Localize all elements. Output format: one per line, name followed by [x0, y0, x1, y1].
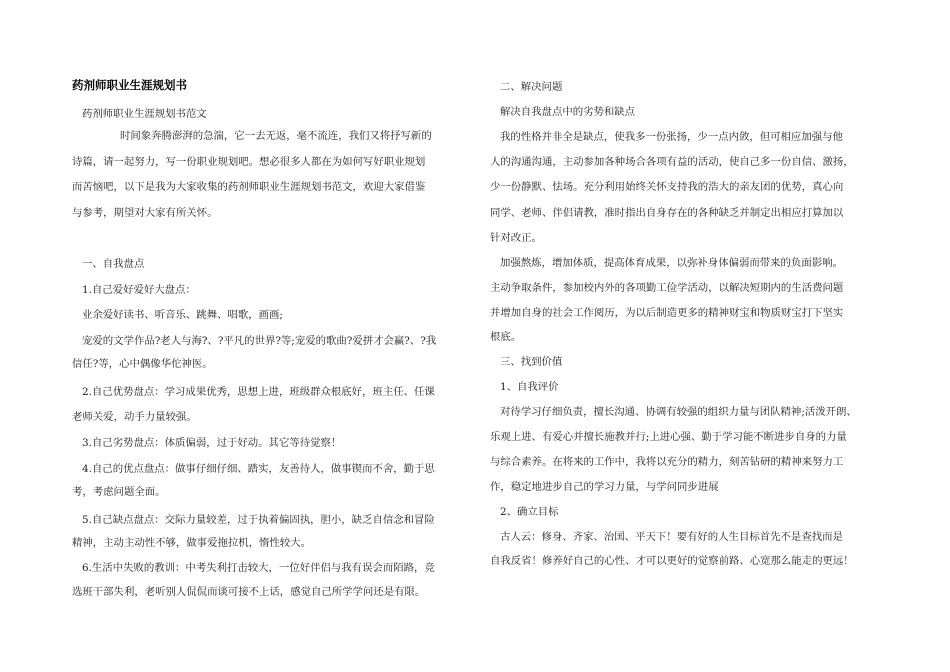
- paragraph: 并增加自身的社会工作阅历，为以后制造更多的精神财宝和物质财宝打下坚实: [490, 307, 844, 319]
- paragraph: 精神，主动主动性不够，做事爱拖拉机，惰性较大。: [72, 537, 311, 549]
- paragraph: 老师关爱，动手力量较强。: [72, 411, 197, 423]
- section-heading-1: 一、自我盘点: [82, 258, 145, 270]
- paragraph: 根底。: [490, 331, 522, 343]
- paragraph: 5.自己缺点盘点：交际力量较差，过于执着偏固执，胆小，缺乏自信念和冒险: [82, 514, 435, 526]
- paragraph: 针对改正。: [490, 232, 542, 244]
- paragraph: 与综合素养。在将来的工作中，我将以充分的精力，刻苦钻研的精神来努力工: [490, 456, 844, 468]
- paragraph: 信任?等，心中偶像华佗神医。: [72, 358, 213, 370]
- paragraph: 考，考虑问题全面。: [72, 486, 166, 498]
- paragraph: 业余爱好读书、听音乐、跳舞、唱歌，画画;: [82, 309, 283, 321]
- paragraph: 宠爱的文学作品?老人与海?、?平凡的世界?等;宠爱的歌曲?爱拼才会赢?、?我: [82, 335, 437, 347]
- document-subtitle: 药剂师职业生涯规划书范文: [82, 108, 207, 120]
- intro-line-1: 时间象奔腾澎湃的急湍，它一去无返，毫不流连，我们又将抒写新的: [120, 130, 432, 142]
- paragraph: 同学、老师、伴侣请教，准时指出自身存在的各种缺乏并制定出相应打算加以: [490, 207, 844, 219]
- paragraph: 古人云：修身、齐家、治国、平天下！要有好的人生目标首先不是查找而是: [500, 531, 843, 543]
- intro-line-3: 而苦恼吧，以下是我为大家收集的药剂师职业生涯规划书范文，欢迎大家借鉴: [72, 181, 426, 193]
- section-heading-2: 二、解决问题: [500, 81, 563, 93]
- intro-line-4: 与参考，期望对大家有所关怀。: [72, 207, 218, 219]
- paragraph: 对待学习仔细负责，擅长沟通、协调有较强的组织力量与团队精神;活泼开朗、: [500, 406, 857, 418]
- paragraph: 乐观上进、有爱心并擅长施教并行;上进心强、勤于学习能不断进步自身的力量: [490, 431, 847, 443]
- paragraph: 我的性格并非全是缺点，使我多一份张扬，少一点内敛，但可相应加强与他: [500, 131, 843, 143]
- paragraph: 人的沟通沟通，主动参加各种场合各项有益的活动，使自己多一份自信、激扬，: [490, 156, 854, 168]
- paragraph: 解决自我盘点中的劣势和缺点: [500, 106, 636, 118]
- paragraph: 加强熬炼，增加体质，提高体育成果，以弥补身体偏弱而带来的负面影响。: [500, 257, 843, 269]
- paragraph: 3.自己劣势盘点：体质偏弱，过于好动。其它等待觉察！: [82, 437, 342, 449]
- paragraph: 自我反省！修养好自己的心性、才可以更好的觉察前路、心宽那么能走的更远！: [490, 555, 854, 567]
- paragraph: 作，稳定地进步自己的学习力量，与学问同步进展: [490, 481, 719, 493]
- paragraph: 主动争取条件，参加校内外的各项勤工俭学活动，以解决短期内的生活费问题: [490, 282, 844, 294]
- paragraph: 4.自己的优点盘点：做事仔细仔细、踏实，友善待人，做事锲而不舍，勤于思: [82, 463, 435, 475]
- paragraph: 少一份静默、怯场。充分利用始终关怀支持我的浩大的亲友团的优势，真心向: [490, 181, 844, 193]
- paragraph: 6.生活中失败的教训：中考失利打击较大，一位好伴侣与我有误会而陌路，竞: [82, 562, 435, 574]
- paragraph: 1.自己爱好爱好大盘点：: [82, 284, 196, 296]
- paragraph: 2.自己优势盘点：学习成果优秀，思想上进，班级群众根底好，班主任、任课: [82, 386, 435, 398]
- document-title: 药剂师职业生涯规划书: [72, 78, 187, 92]
- subheading-set-goals: 2、确立目标: [500, 506, 559, 518]
- paragraph: 选班干部失利，老听别人侃侃而谈可接不上话，感觉自己所学学问还是有限。: [72, 586, 426, 598]
- intro-line-2: 诗篇，请一起努力，写一份职业规划吧。想必很多人都在为如何写好职业规划: [72, 156, 426, 168]
- subheading-self-evaluation: 1、自我评价: [500, 381, 559, 393]
- section-heading-3: 三、找到价值: [500, 356, 563, 368]
